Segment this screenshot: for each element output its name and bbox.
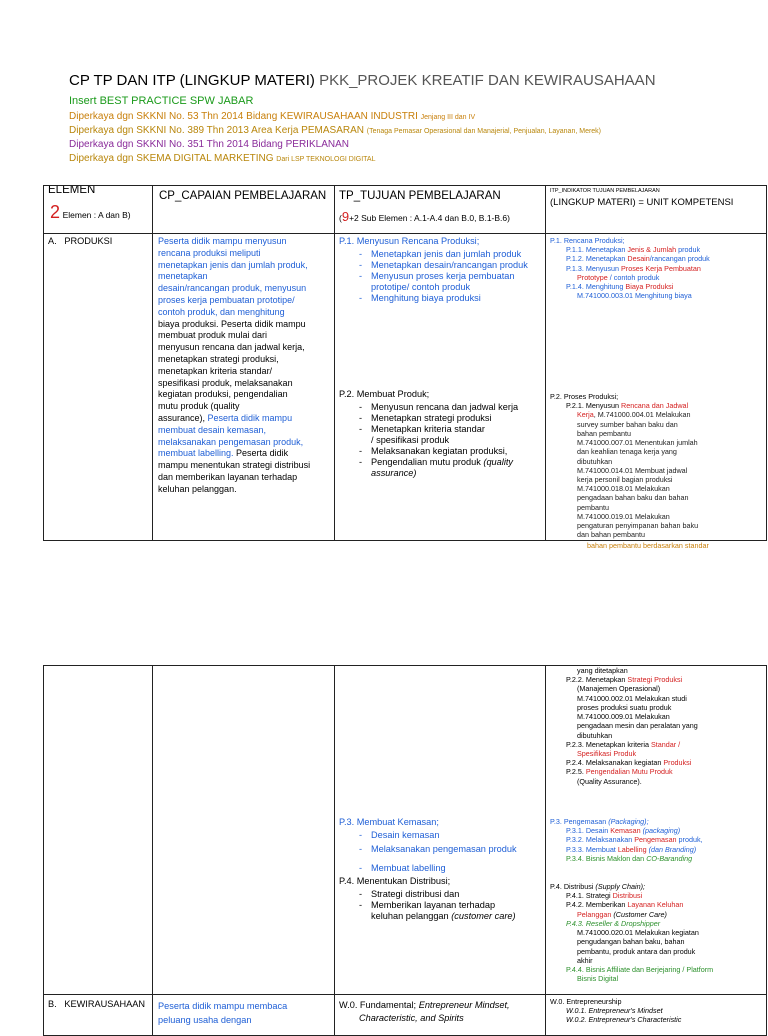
itp-line: P.4.2. Memberikan Layanan Keluhan <box>566 900 684 910</box>
itp-line: P.3.2. Melaksanakan Pengemasan produk, <box>566 835 703 845</box>
cp-a-line: keluhan pelanggan. <box>158 483 237 494</box>
itp-line: M.741000.019.01 Melakukan <box>577 511 670 521</box>
table-header-row <box>44 186 767 234</box>
tp-p4: P.4. Menentukan Distribusi; - Strategi distribusi dan - Memberikan layanan terhadap keluhan pelanggan (customer care) <box>339 876 544 922</box>
page-title <box>69 72 656 89</box>
itp-line: Pelanggan (Customer Care) <box>577 909 667 919</box>
itp-line: pengadaan bahan baku dan bahan <box>577 493 689 503</box>
itp-line: M.741000.020.01 Melakukan kegiatan <box>577 928 699 938</box>
itp-line: P.2.5. Pengendalian Mutu Produk <box>566 767 673 777</box>
itp-line: P.1.4. Menghitung Biaya Produksi <box>566 282 674 292</box>
header-line-5: Diperkaya dgn SKEMA DIGITAL MARKETING Dari LSP TEKNOLOGI DIGITAL <box>69 153 376 164</box>
itp-line: M.741000.014.01 Membuat jadwal <box>577 465 688 475</box>
cp-a-line: proses kerja pembuatan prototipe/ <box>158 294 295 305</box>
itp-line: M.741000.009.01 Melakukan <box>577 712 670 722</box>
header-tp: TP_TUJUAN PEMBELAJARAN (9+2 Sub Elemen : A.1-A.4 dan B.0, B.1-B.6) <box>335 186 546 234</box>
tp-cont-cell <box>335 666 546 995</box>
header-cp: CP_CAPAIAN PEMBELAJARAN <box>153 186 335 234</box>
tp1-item: - Menetapkan desain/rancangan produk <box>339 260 544 271</box>
itp-line: P.2.1. Menyusun Rencana dan Jadwal <box>566 401 689 411</box>
table-row-produksi <box>44 234 767 541</box>
tp-a-cell <box>335 234 546 541</box>
elemen-a-cell: A. PRODUKSI <box>44 234 153 541</box>
cp-cont-cell <box>153 666 335 995</box>
itp-line: M.741000.003.01 Menghitung biaya <box>577 291 692 301</box>
cp-a-text <box>158 236 334 496</box>
tp1-item: - Menetapkan jenis dan jumlah produk <box>339 249 544 260</box>
itp-line: P.2.4. Melaksanakan kegiatan Produksi <box>566 758 692 768</box>
cp-tp-table <box>43 185 767 541</box>
cp-a-line: menetapkan kriteria standar/ <box>158 365 273 376</box>
itp-line: P.1.2. Menetapkan Desain/rancangan produk <box>566 254 710 264</box>
itp-line: pengaturan penyimpanan bahan baku <box>577 521 699 531</box>
itp-line: yang ditetapkan <box>577 666 628 675</box>
itp-line: bahan pembantu <box>577 428 631 438</box>
title-main: CP TP DAN ITP (LINGKUP MATERI) <box>69 72 315 89</box>
itp-line: M.741000.002.01 Melakukan studi <box>577 693 687 703</box>
cp-a-line: menetapkan jenis dan jumlah produk, <box>158 259 308 270</box>
itp-p1: P.1. Rencana Produksi; P.1.1. Menetapkan Jenis & Jumlah produk P.1.2. Menetapkan Desain/rancangan produk P.1.3. Menyusun Proses Kerja Pembuatan Prototype / contoh produk P.1.4. Menghitung Biaya Produksi M.741000.003.01 Menghitung biaya <box>550 236 766 301</box>
itp-line: M.741000.018.01 Melakukan <box>577 484 670 494</box>
cp-a-line: membuat desain kemasan, <box>158 424 267 435</box>
cp-tp-table-continued <box>43 665 767 1036</box>
itp-line: P.3.3. Membuat Labelling (dan Branding) <box>566 844 697 854</box>
itp-line: P.2.3. Menetapkan kriteria Standar / <box>566 739 681 749</box>
tp1-item: - Menyusun proses kerja pembuatan prototipe/ contoh produk <box>339 271 544 293</box>
itp-line: P.1.3. Menyusun Proses Kerja Pembuatan <box>566 263 701 273</box>
cp-a-line: rencana produksi meliputi <box>158 247 261 258</box>
title-sub: PKK_PROJEK KREATIF DAN KEWIRAUSAHAAN <box>319 72 656 89</box>
header-line-4: Diperkaya dgn SKKNI No. 351 Thn 2014 Bidang PERIKLANAN <box>69 139 349 150</box>
tp-p3: P.3. Membuat Kemasan; - Desain kemasan - Melaksanakan pengemasan produk - Membuat labelling <box>339 817 544 874</box>
itp-line: P.4.1. Strategi Distribusi <box>566 891 643 901</box>
itp-overflow-text: bahan pembantu berdasarkan standar <box>587 541 709 550</box>
cp-a-cell <box>153 234 335 541</box>
cp-a-line: menetapkan <box>158 271 208 282</box>
itp-line: survey sumber bahan baku dan <box>577 419 678 429</box>
itp-line: P.1.1. Menetapkan Jenis & Jumlah produk <box>566 245 701 255</box>
table-row-continued <box>44 666 767 995</box>
cp-a-line: menyusun rencana dan jadwal kerja, <box>158 342 305 353</box>
itp-line: proses produksi suatu produk <box>577 702 672 712</box>
itp-line: pembantu <box>577 502 609 512</box>
cp-a-line: menetapkan strategi produksi, <box>158 353 279 364</box>
cp-a-line: membuat produk mulai dari <box>158 330 268 341</box>
itp-line: dibutuhkan <box>577 456 613 466</box>
itp-line: pembantu, produk antara dan produk <box>577 946 696 956</box>
itp-a-cell <box>546 234 767 541</box>
cp-a-line: dan memberikan layanan terhadap <box>158 471 298 482</box>
cp-a-line: desain/rancangan produk, menyusun <box>158 283 307 294</box>
itp-p3: P.3. Pengemasan (Packaging); P.3.1. Desain Kemasan (packaging) P.3.2. Melaksanakan Pengemasan produk, P.3.3. Membuat Labelling (dan Branding) P.3.4. Bisnis Maklon dan CO-Baranding <box>550 817 766 863</box>
itp-line: dan keahlian tenaga kerja yang <box>577 447 677 457</box>
itp-line: pengudangan bahan baku, bahan <box>577 937 685 947</box>
itp-line: Kerja, M.741000.004.01 Melakukan <box>577 410 691 420</box>
itp-b-cell: W.0. Entrepreneurship W.0.1. Entrepreneur's Mindset W.0.2. Entrepreneur's Characteristic <box>546 995 767 1036</box>
itp-line: P.4.3. Reseller & Dropshipper <box>566 918 661 928</box>
itp-line: P.3.4. Bisnis Maklon dan CO-Baranding <box>566 853 693 863</box>
tp-p1: P.1. Menyusun Rencana Produksi; - Menetapkan jenis dan jumlah produk - Menetapkan desain/rancangan produk - Menyusun proses kerja pembuatan prototipe/ contoh produk - Menghitung biaya produksi <box>339 236 544 304</box>
itp-line: kerja personil bagian produksi <box>577 474 673 484</box>
cp-b-cell: Peserta didik mampu membaca peluang usaha dengan <box>153 995 335 1036</box>
itp-line: P.4.4. Bisnis Affiliate dan Berjejaring / Platform <box>566 964 714 974</box>
itp-p4: P.4. Distribusi (Supply Chain); P.4.1. Strategi Distribusi P.4.2. Memberikan Layanan Keluhan Pelanggan (Customer Care) P.4.3. Reseller & Dropshipper M.741000.020.01 Melakukan kegiatan pengudangan bahan baku, bahan pembantu, produk antara dan produk akhir P.4.4. Bisnis Affiliate dan Berjejaring / Platform Bisnis Digital <box>550 882 766 983</box>
itp-cont-cell <box>546 666 767 995</box>
cp-a-line: mutu produk (quality <box>158 401 240 412</box>
cp-a-line: assurance), Peserta didik mampu <box>158 412 293 423</box>
itp-line: M.741000.007.01 Menentukan jumlah <box>577 438 698 448</box>
header-itp: ITP_INDIKATOR TUJUAN PEMBELAJARAN (LINGKUP MATERI) = UNIT KOMPETENSI <box>546 186 767 234</box>
itp-line <box>550 540 766 541</box>
itp-line: (Manajemen Operasional) <box>577 684 661 694</box>
itp-line: dibutuhkan <box>577 730 613 740</box>
elemen-cont-cell <box>44 666 153 995</box>
tp-b-cell: W.0. Fundamental; Entrepreneur Mindset, Characteristic, and Spirits <box>335 995 546 1036</box>
itp-p2: P.2. Proses Produksi; P.2.1. Menyusun Rencana dan Jadwal Kerja, M.741000.004.01 Melakukan survey sumber bahan baku dan bahan pembantu M.741000.007.01 Menentukan jumlah dan keahlian tenaga kerja yang dibutuhkan M.741000.014.01 Membuat jadwal kerja personil bagian produksi M.741000.018.01 Melakukan pengadaan bahan baku dan bahan pembantu M.741000.019.01 Melakukan pengaturan penyimpanan bahan baku dan bahan pembantu <box>550 392 766 540</box>
cp-a-line: Peserta didik mampu menyusun <box>158 236 287 246</box>
tp1-item: - Menghitung biaya produksi <box>339 293 544 304</box>
cp-a-line: melaksanakan pengemasan produk, <box>158 436 304 447</box>
itp-line: Spesifikasi Produk <box>577 748 637 758</box>
itp-line: dan bahan pembantu <box>577 530 645 540</box>
cp-a-line: biaya produksi. Peserta didik mampu <box>158 318 306 329</box>
itp-line: (Quality Assurance). <box>577 776 642 786</box>
header-elemen: ELEMEN 2 Elemen : A dan B) <box>44 186 153 234</box>
cp-a-line: contoh produk, dan menghitung <box>158 306 285 317</box>
itp-line: Bisnis Digital <box>577 974 619 984</box>
elemen-b-cell: B. KEWIRAUSAHAAN <box>44 995 153 1036</box>
itp-line: P.3.1. Desain Kemasan (packaging) <box>566 826 681 836</box>
cp-a-line: mampu menentukan strategi distribusi <box>158 460 311 471</box>
itp-p2-cont <box>550 666 766 786</box>
cp-a-line: membuat labelling. Peserta didik <box>158 448 289 459</box>
tp-p2: P.2. Membuat Produk; - Menyusun rencana dan jadwal kerja - Menetapkan strategi produksi - Menetapkan kriteria standar / spesifikasi produk - Melaksanakan kegiatan produksi, - Pengendalian mutu produk (quality assurance) <box>339 389 544 479</box>
cp-a-line: spesifikasi produk, melaksanakan <box>158 377 293 388</box>
header-line-3: Diperkaya dgn SKKNI No. 389 Thn 2013 Area Kerja PEMASARAN (Tenaga Pemasar Operasional dan Manajerial, Penjualan, Layanan, Merek) <box>69 125 602 136</box>
header-line-2: Diperkaya dgn SKKNI No. 53 Thn 2014 Bidang KEWIRAUSAHAAN INDUSTRI Jenjang III dan IV <box>69 111 476 122</box>
table-row-kewirausahaan <box>44 995 767 1036</box>
header-line-1: Insert BEST PRACTICE SPW JABAR <box>69 95 254 107</box>
itp-line: pengadaan mesin dan peralatan yang <box>577 721 698 731</box>
cp-a-line: kegiatan produksi, pengendalian <box>158 389 288 400</box>
itp-line: akhir <box>577 955 593 965</box>
itp-line: P.2.2. Menetapkan Strategi Produksi <box>566 675 683 685</box>
itp-line: Prototype / contoh produk <box>577 272 660 282</box>
